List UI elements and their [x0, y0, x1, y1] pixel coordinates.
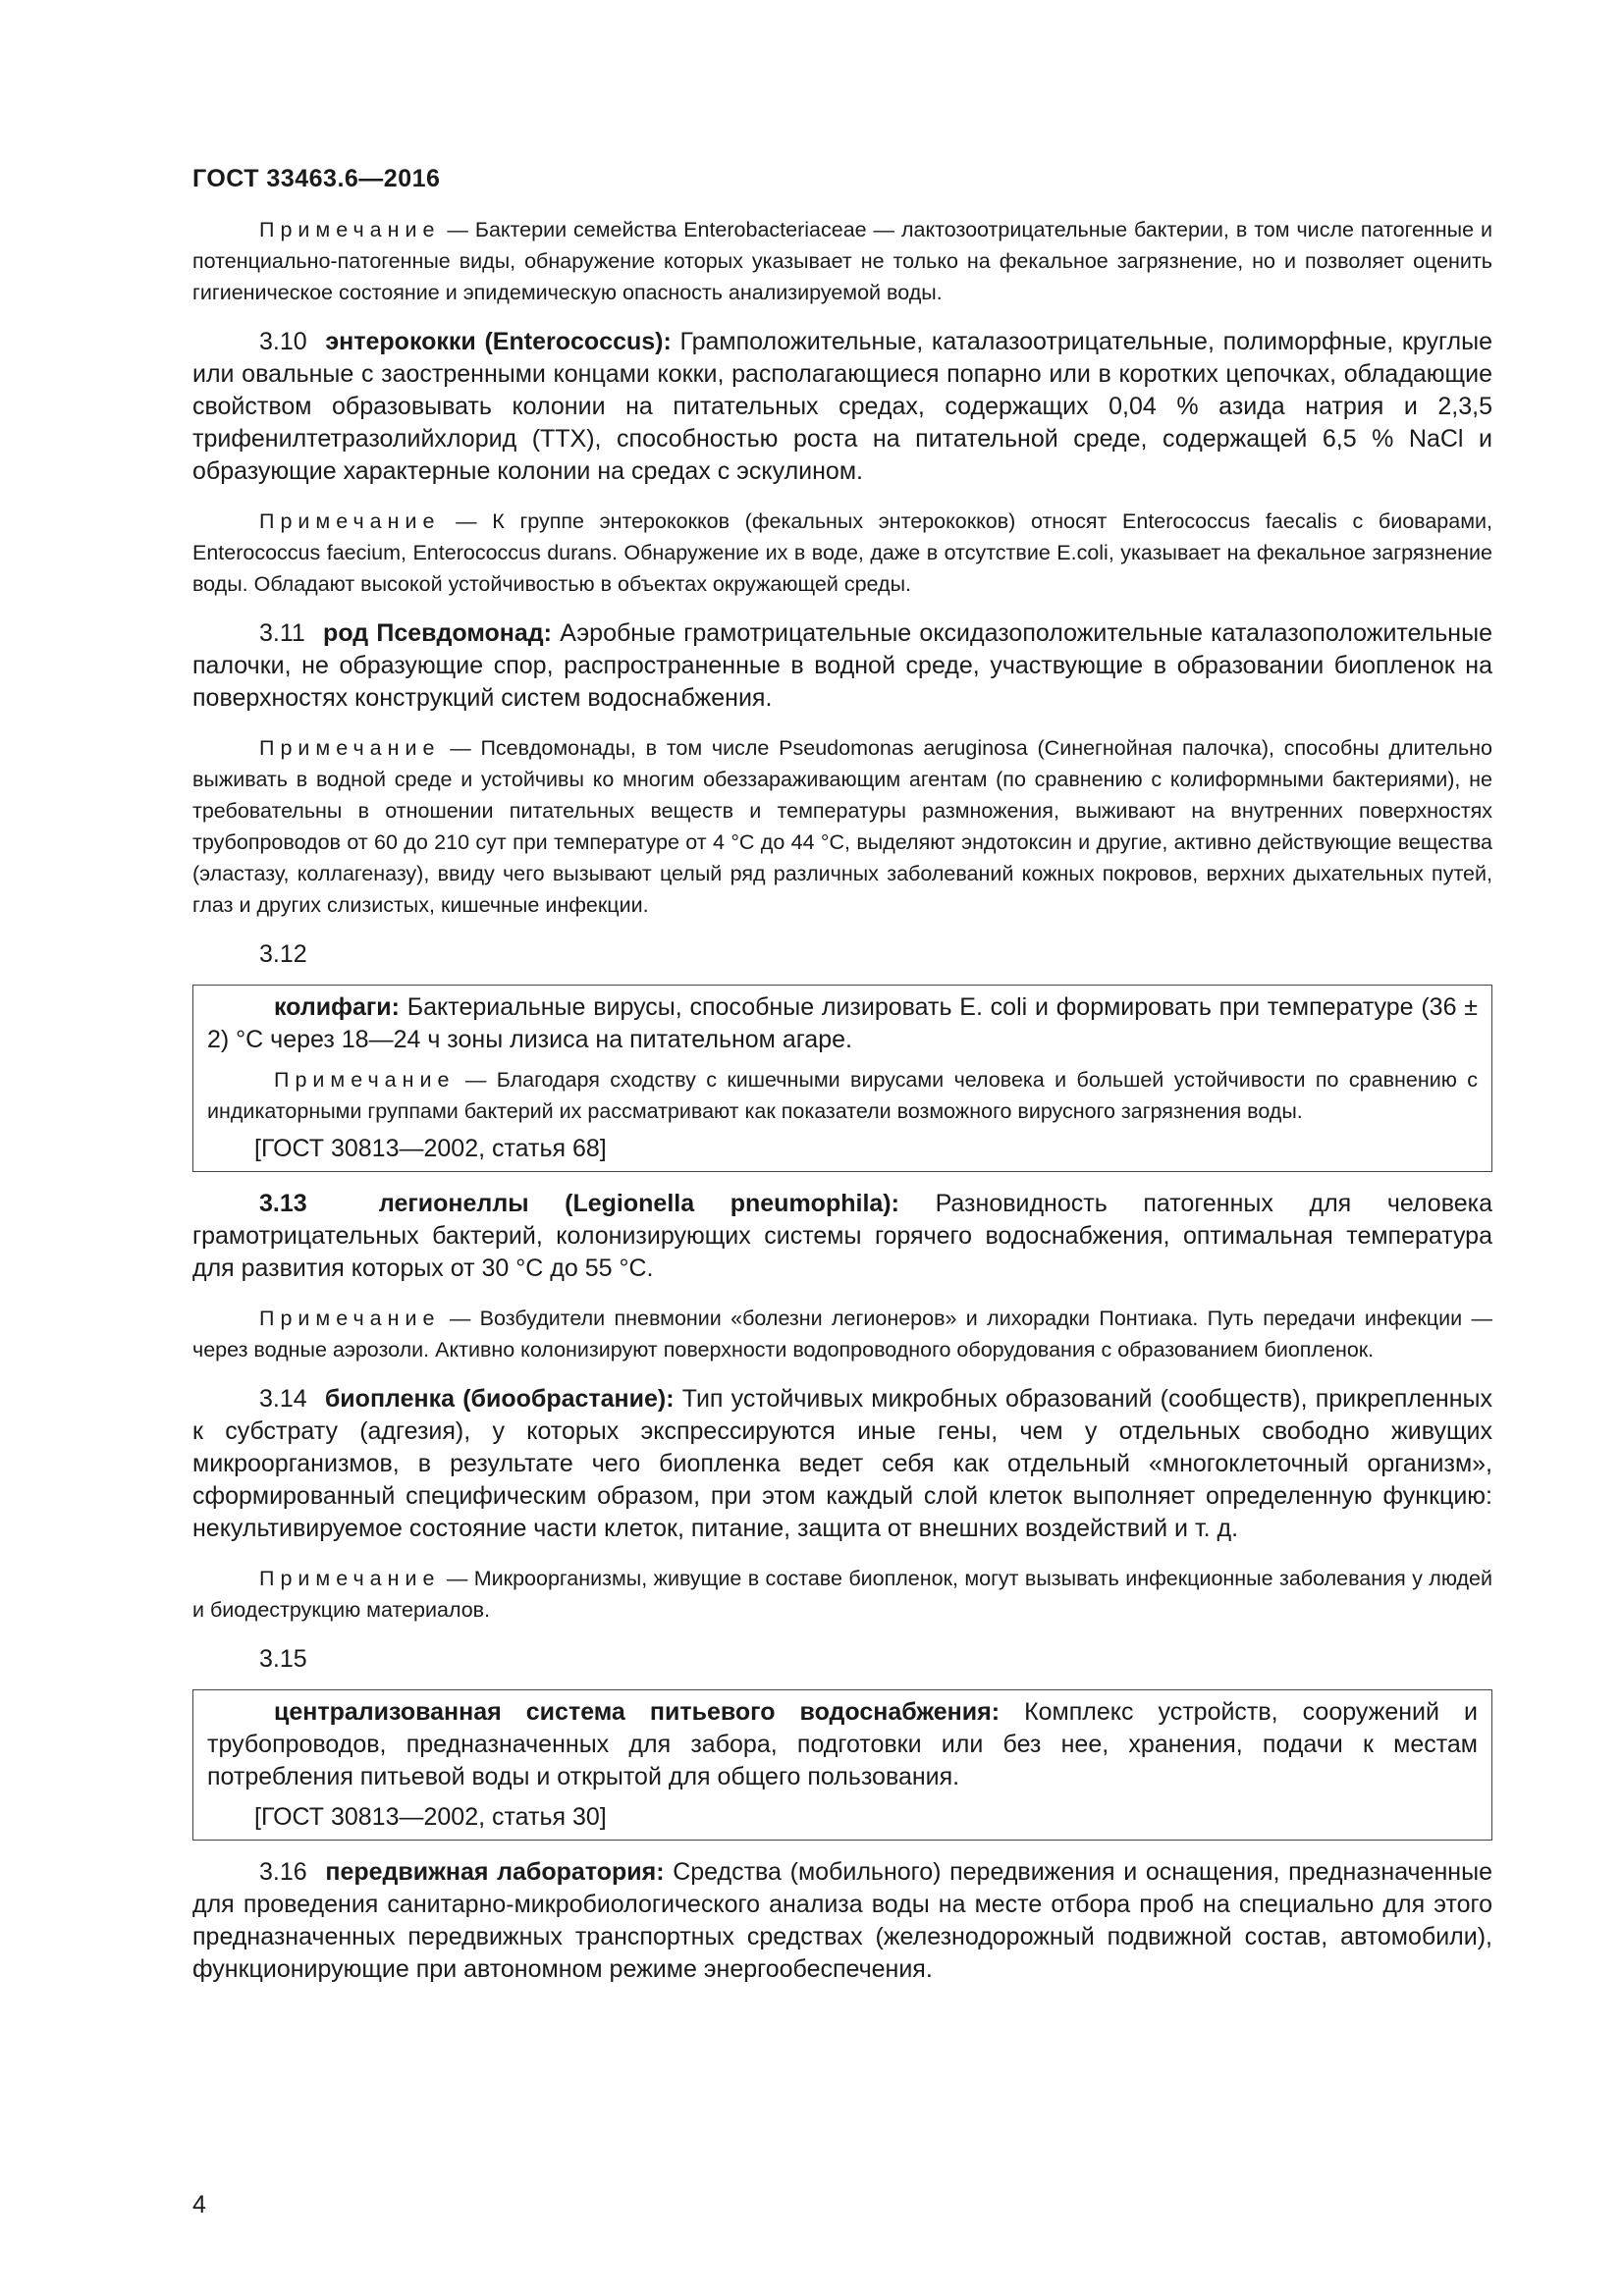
term-definition: Грамположительные, каталазоотрицательные, полиморфные, круглые или овальные с заостренными концами кокки, располагающиеся попарно или в коротких цепочках, обладающие свойством образовывать колонии на питательных средах, содержащих 0,04 % азида натрия и 2,3,5 трифенилтетразолийхлорид (ТТХ), способностью роста на питательной среде, содержащей 6,5 % NaCl и образующие характерные колонии на средах с эскулином. [192, 328, 1492, 485]
term-number-3-15: 3.15 [259, 1645, 307, 1673]
page-content [192, 214, 1492, 2003]
term-definition: Разновидность патогенных для человека грамотрицательных бактерий, колонизирующих системы горячего водоснабжения, оптимальная температура для развития которых от 30 °С до 55 °С. [192, 1190, 1492, 1282]
term-3-11 [192, 617, 1492, 715]
boxed-term-3-12 [192, 985, 1492, 1172]
term-definition: Аэробные грамотрицательные оксидазоположительные каталазоположительные палочки, не образующие спор, распространенные в водной среде, участвующие в образовании биопленок на поверхностях конструкций систем водоснабжения. [192, 619, 1492, 712]
note-label: Примечание [259, 736, 441, 760]
note-label: Примечание [259, 1307, 441, 1330]
note-text: — К группе энтерококков (фекальных энтерококков) относят Enterococcus faecalis с биоварами, Enterococcus faecium, Enterococcus durans. Обнаружение их в воде, даже в отсутствие E.coli, указывает на фекальное загрязнение воды. Обладают высокой устойчивостью в объектах окружающей среды. [192, 509, 1492, 596]
document-header: ГОСТ 33463.6—2016 [192, 165, 441, 192]
term-title: передвижная лаборатория: [325, 1858, 665, 1886]
term-title: колифаги: [274, 993, 400, 1021]
page-number: 4 [192, 2191, 206, 2218]
note-label: Примечание [274, 1068, 456, 1092]
term-definition: Бактериальные вирусы, способные лизировать E. coli и формировать при температуре (36 ± 2) °С через 18—24 ч зоны лизиса на питательном агаре. [207, 993, 1478, 1053]
note-label: Примечание [259, 1567, 441, 1590]
term-definition: Тип устойчивых микробных образований (сообществ), прикрепленных к субстрату (адгезия), у которых экспрессируются иные гены, чем у отдельных свободно живущих микроорганизмов, в результате чего биопленка ведет себя как отдельный «многоклеточный организм», сформированный специфическим образом, при этом каждый слой клеток выполняет определенную функцию: некультивируемое состояние части клеток, питание, защита от внешних воздействий и т. д. [192, 1385, 1493, 1542]
term-title: централизованная система питьевого водоснабжения: [274, 1698, 1001, 1726]
note-text: — Бактерии семейства Enterobacteriaceae — лактозоотрицательные бактерии, в том числе патогенные и потенциально-патогенные виды, обнаружение которых указывает не только на фекальное загрязнение, но и позволяет оценить гигиеническое состояние и эпидемическую опасность анализируемой воды. [192, 218, 1493, 304]
note-text: — Псевдомонады, в том числе Pseudomonas aeruginosa (Синегнойная палочка), способны длительно выживать в водной среде и устойчивы ко многим обеззараживающим агентам (по сравнению с колиформными бактериями), не требовательны в отношении питательных веществ и температуры размножения, выживают на внутренних поверхностях трубопроводов от 60 до 210 сут при температуре от 4 °С до 44 °С, выделяют эндотоксин и другие, активно действующие вещества (эластазу, коллагеназу), ввиду чего вызывают целый ряд различных заболеваний кожных покровов, верхних дыхательных путей, глаз и других слизистых, кишечные инфекции. [192, 736, 1492, 917]
note-text: — Благодаря сходству с кишечными вирусами человека и большей устойчивости по сравнению с индикаторными группами бактерий их рассматривают как показатели возможного вирусного загрязнения воды. [207, 1068, 1478, 1123]
term-3-15 [207, 1696, 1478, 1793]
term-3-14 [192, 1383, 1492, 1545]
term-number: 3.16 [259, 1858, 307, 1886]
term-number: 3.10 [259, 328, 307, 355]
note-text: — Возбудители пневмонии «болезни легионеров» и лихорадки Понтиака. Путь передачи инфекции — через водные аэрозоли. Активно колонизируют поверхности водопроводного оборудования с образованием биопленок. [192, 1307, 1492, 1362]
term-number: 3.13 [259, 1190, 307, 1217]
boxed-term-3-15 [192, 1689, 1492, 1841]
term-number-3-12: 3.12 [259, 940, 307, 968]
term-3-12 [207, 991, 1478, 1056]
term-title: энтерококки (Enterococcus): [325, 328, 672, 355]
note-text: — Микроорганизмы, живущие в составе биопленок, могут вызывать инфекционные заболевания у людей и биодеструкцию материалов. [192, 1567, 1492, 1622]
term-3-16 [192, 1856, 1492, 1986]
term-source: [ГОСТ 30813—2002, статья 30] [254, 1803, 607, 1831]
term-number: 3.14 [259, 1385, 307, 1413]
term-definition: Средства (мобильного) передвижения и оснащения, предназначенные для проведения санитарно-микробиологического анализа воды на месте отбора проб на специально для этого предназначенных передвижных транспортных средствах (железнодорожный подвижной состав, автомобили), функционирующие при автономном режиме энергообеспечения. [192, 1858, 1492, 1983]
term-definition: Комплекс устройств, сооружений и трубопроводов, предназначенных для забора, подготовки или без нее, хранения, подачи к местам потребления питьевой воды и открытой для общего пользования. [207, 1698, 1478, 1790]
term-3-13 [192, 1188, 1492, 1285]
note-label: Примечание [259, 218, 441, 241]
note-label: Примечание [259, 509, 441, 533]
term-3-10 [192, 326, 1492, 488]
note-3-13 [192, 1303, 1492, 1365]
term-title: легионеллы (Legionella pneumophila): [378, 1190, 899, 1217]
note-enterobacteriaceae [192, 214, 1492, 308]
term-title: род Псевдомонад: [323, 619, 552, 647]
term-source: [ГОСТ 30813—2002, статья 68] [254, 1135, 607, 1162]
note-3-11 [192, 732, 1492, 921]
note-3-14 [192, 1563, 1492, 1626]
note-3-12 [207, 1064, 1478, 1127]
term-title: биопленка (биообрастание): [324, 1385, 675, 1413]
note-3-10 [192, 506, 1492, 600]
term-number: 3.11 [259, 619, 305, 647]
